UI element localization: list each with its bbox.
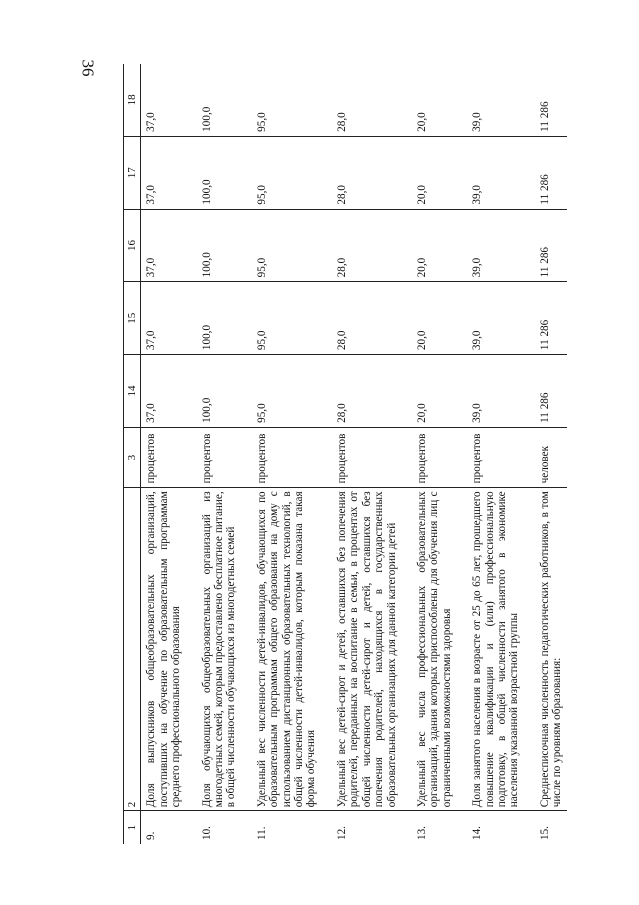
- rotated-table-container: [123, 64, 603, 844]
- unit-cell: процентов: [252, 427, 332, 487]
- row-number: 11.: [255, 826, 268, 840]
- indicators-table: [123, 64, 567, 844]
- table-row: [412, 64, 467, 844]
- value-cell: 20,0: [412, 355, 467, 428]
- column-header: 2: [124, 488, 141, 811]
- value-cell: 28,0: [332, 64, 412, 136]
- value-cell: 37,0: [141, 136, 197, 209]
- indicator-text: Доля выпускников общеобразовательных организаций, поступивших на обучение по образовательным программам среднего профессионального образования: [141, 488, 197, 811]
- value-cell: 11 286: [535, 282, 567, 355]
- value-cell: 95,0: [252, 355, 332, 428]
- indicator-text: Удельный вес численности детей-инвалидов, обучающихся по образовательным программам общего образования на дому с использованием дистанционных образовательных технологий, в общей численности детей-инвалидов, которым показана такая форма обучения: [252, 488, 332, 811]
- value-cell: 37,0: [141, 209, 197, 282]
- value-cell: 28,0: [332, 136, 412, 209]
- value-cell: 11 286: [535, 136, 567, 209]
- column-header: 1: [124, 811, 141, 844]
- value-cell: 100,0: [197, 64, 252, 136]
- unit-cell: человек: [535, 427, 567, 487]
- value-cell: 100,0: [197, 355, 252, 428]
- table-row: [252, 64, 332, 844]
- unit-cell: процентов: [141, 427, 197, 487]
- unit-cell: процентов: [467, 427, 535, 487]
- page-number: 36: [78, 59, 98, 77]
- indicator-text: Среднесписочная численность педагогических работников, в том числе по уровням образования:: [535, 488, 567, 811]
- value-cell: 95,0: [252, 209, 332, 282]
- value-cell: 100,0: [197, 282, 252, 355]
- column-header: 17: [124, 136, 141, 209]
- value-cell: 100,0: [197, 209, 252, 282]
- table-row: [141, 64, 197, 844]
- value-cell: 28,0: [332, 282, 412, 355]
- unit-cell: процентов: [197, 427, 252, 487]
- column-header: 16: [124, 209, 141, 282]
- value-cell: 37,0: [141, 64, 197, 136]
- table-row: [197, 64, 252, 844]
- value-cell: 20,0: [412, 209, 467, 282]
- value-cell: 20,0: [412, 282, 467, 355]
- table-row: [535, 64, 567, 844]
- value-cell: 11 286: [535, 64, 567, 136]
- column-header: 18: [124, 64, 141, 136]
- value-cell: 39,0: [467, 136, 535, 209]
- indicator-text: Удельный вес числа профессиональных образовательных организаций, здания которых приспособлены для обучения лиц с ограниченными возможностями здоровья: [412, 488, 467, 811]
- value-cell: 100,0: [197, 136, 252, 209]
- value-cell: 20,0: [412, 136, 467, 209]
- value-cell: 37,0: [141, 355, 197, 428]
- column-header: 3: [124, 427, 141, 487]
- value-cell: 39,0: [467, 282, 535, 355]
- unit-cell: процентов: [332, 427, 412, 487]
- value-cell: 28,0: [332, 355, 412, 428]
- value-cell: 95,0: [252, 282, 332, 355]
- value-cell: 39,0: [467, 209, 535, 282]
- indicator-text: Доля занятого населения в возрасте от 25 до 65 лет, прошедшего повышение квалификации и (или) профессиональную подготовку, в общей численности занятого в экономике населения указанной возрастной группы: [467, 488, 535, 811]
- value-cell: 37,0: [141, 282, 197, 355]
- unit-cell: процентов: [412, 427, 467, 487]
- column-header: 15: [124, 282, 141, 355]
- indicator-text: Доля обучающихся общеобразовательных организаций из многодетных семей, которым предоставлено бесплатное питание, в общей численности обучающихся из многодетных семей: [197, 488, 252, 811]
- table-row: [467, 64, 535, 844]
- row-number: 13.: [415, 826, 428, 840]
- value-cell: 39,0: [467, 64, 535, 136]
- row-number: 10.: [200, 826, 213, 840]
- column-header: 14: [124, 355, 141, 428]
- value-cell: 11 286: [535, 209, 567, 282]
- table-header-row: [124, 64, 141, 844]
- value-cell: 11 286: [535, 355, 567, 428]
- value-cell: 39,0: [467, 355, 535, 428]
- value-cell: 20,0: [412, 64, 467, 136]
- value-cell: 95,0: [252, 64, 332, 136]
- row-number: 15.: [538, 826, 551, 840]
- row-number: 9.: [145, 831, 158, 840]
- value-cell: 28,0: [332, 209, 412, 282]
- row-number: 12.: [335, 826, 348, 840]
- table-row: [332, 64, 412, 844]
- row-number: 14.: [471, 826, 484, 840]
- indicator-text: Удельный вес детей-сирот и детей, оставшихся без попечения родителей, переданных на воспитание в семьи, в процентах от общей численности детей-сирот и детей, оставшихся без попечения родителей, находящихся в государственных образовательных организациях для данной категории детей: [332, 488, 412, 811]
- value-cell: 95,0: [252, 136, 332, 209]
